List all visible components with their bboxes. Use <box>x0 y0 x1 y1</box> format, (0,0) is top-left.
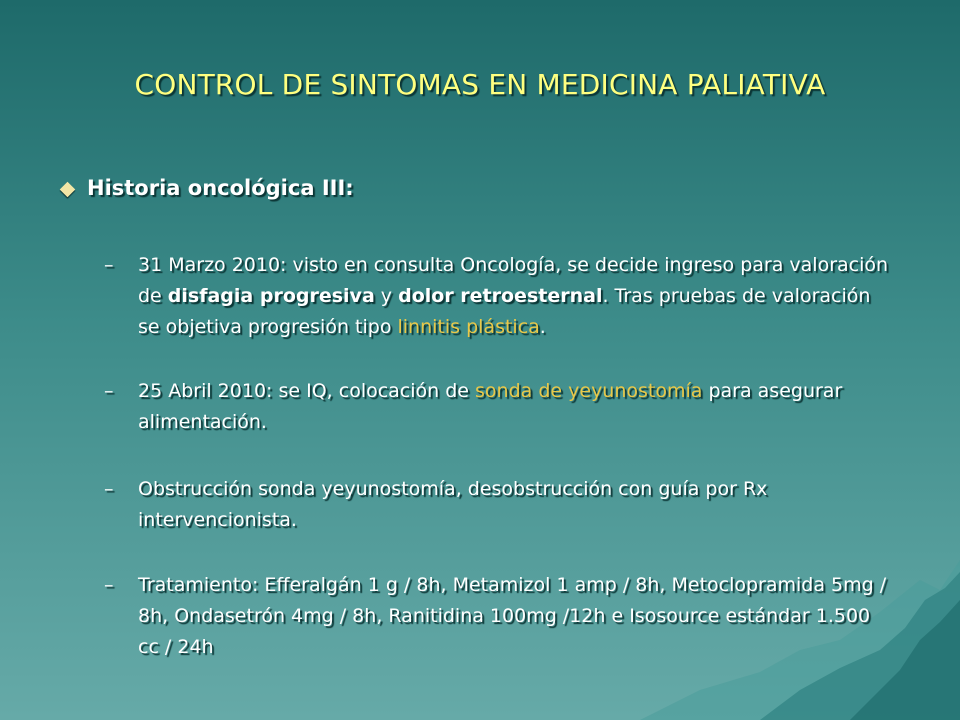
diamond-bullet-icon <box>60 182 76 198</box>
item-text: Tratamiento: Efferalgán 1 g / 8h, Metamizol 1 amp / 8h, Metoclopramida 5mg / 8h, Ondasetrón 4mg / 8h, Ranitidina 100mg /12h e Isosource estándar 1.500 cc / 24h <box>138 574 887 658</box>
item-text-part: 25 Abril 2010: se IQ, colocación de <box>138 380 476 402</box>
highlighted-term: linnitis plástica <box>397 316 540 338</box>
list-item <box>104 474 894 536</box>
item-text <box>138 250 894 343</box>
item-text-part: para asegurar alimentación. <box>138 380 843 433</box>
list-item <box>104 570 894 663</box>
item-text <box>138 376 894 438</box>
item-text-part: . Tras pruebas de valoración se objetiva progresión tipo <box>138 285 871 338</box>
list-item <box>104 376 894 438</box>
bold-term: disfagia progresiva <box>167 285 375 307</box>
dash-marker: – <box>104 254 114 276</box>
dash-marker: – <box>104 478 114 500</box>
dash-marker: – <box>104 574 114 596</box>
highlighted-term: sonda de yeyunostomía <box>475 380 703 402</box>
dash-marker: – <box>104 380 114 402</box>
item-text-part: 31 Marzo 2010: visto en consulta Oncología, se decide ingreso para valoración de <box>138 254 889 307</box>
section-heading: Historia oncológica III: <box>87 176 354 200</box>
bold-term: dolor retroesternal <box>398 285 603 307</box>
item-text: Obstrucción sonda yeyunostomía, desobstrucción con guía por Rx intervencionista. <box>138 478 768 531</box>
item-text-part: y <box>374 285 399 307</box>
slide-title: CONTROL DE SINTOMAS EN MEDICINA PALIATIVA <box>134 68 826 101</box>
list-item <box>104 250 894 343</box>
section-bullet <box>62 176 354 200</box>
item-text-part: . <box>539 316 546 338</box>
